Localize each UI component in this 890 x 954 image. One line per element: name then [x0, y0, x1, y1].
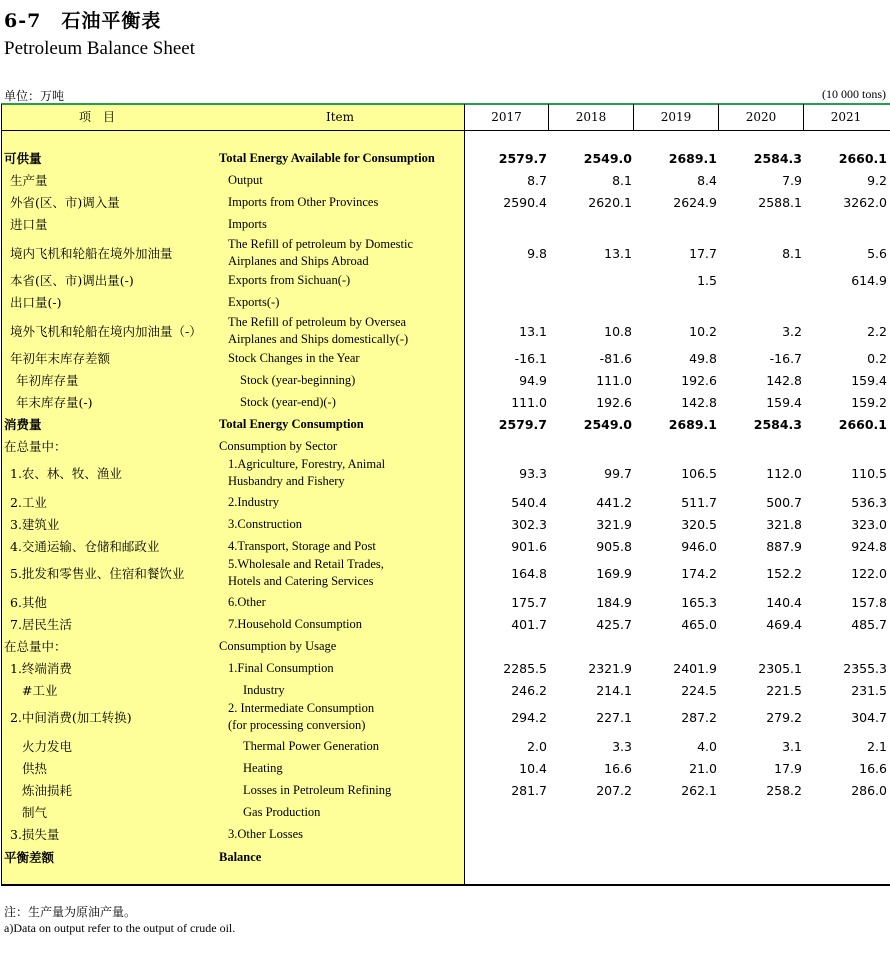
value-cell-2020: 321.8 — [766, 516, 802, 532]
value-cell-2019: 946.0 — [681, 538, 717, 554]
row-label-en: Industry — [243, 682, 285, 697]
value-cell-2018: 10.8 — [604, 323, 632, 339]
value-cell-2018 — [549, 845, 632, 869]
value-cell-2021 — [804, 823, 887, 845]
table-row — [0, 291, 890, 313]
table-row — [0, 435, 890, 457]
value-cell-2019 — [634, 635, 717, 657]
value-cell-2019: 224.5 — [681, 682, 717, 698]
row-label-en: 6.Other — [228, 594, 266, 609]
table-row — [0, 391, 890, 413]
value-cell-2018: 111.0 — [596, 372, 632, 388]
value-cell-2018: 13.1 — [604, 245, 632, 261]
value-cell-2019: 8.4 — [697, 172, 717, 188]
value-cell-2020 — [719, 435, 802, 457]
value-cell-2018: 214.1 — [596, 682, 632, 698]
value-cell-2019 — [634, 823, 717, 845]
row-label-cn: 2.工业 — [10, 495, 47, 510]
row-label-en: The Refill of petroleum by Domestic Airplanes and Ships Abroad — [228, 237, 414, 268]
value-cell-2018: 2549.0 — [583, 416, 632, 432]
row-label-cn: 制气 — [22, 805, 48, 820]
value-cell-2021: 122.0 — [851, 565, 887, 581]
header-year: 2017 — [491, 110, 522, 124]
value-cell-2021 — [804, 213, 887, 235]
value-cell-2021: 159.2 — [851, 394, 887, 410]
value-cell-2019: 10.2 — [689, 323, 717, 339]
value-cell-2020 — [719, 291, 802, 313]
value-cell-2018: 905.8 — [596, 538, 632, 554]
value-cell-2018: 3.3 — [612, 738, 632, 754]
row-label-cn: 生产量 — [10, 173, 48, 188]
row-label-en: Stock (year-end)(-) — [240, 394, 336, 409]
table-row — [0, 513, 890, 535]
value-cell-2017 — [464, 823, 547, 845]
value-cell-2017: 2579.7 — [498, 150, 547, 166]
row-label-en: Imports — [228, 216, 267, 231]
table-row — [0, 269, 890, 291]
row-label-en: Exports from Sichuan(-) — [228, 272, 351, 287]
table-bottom-rule — [1, 884, 890, 886]
row-label-en: Consumption by Usage — [219, 638, 337, 653]
row-label-cn: 年初年末库存差额 — [10, 351, 111, 366]
row-label-cn: 进口量 — [10, 217, 48, 232]
header-year: 2020 — [745, 110, 777, 124]
value-cell-2021 — [804, 845, 887, 869]
value-cell-2020: -16.7 — [769, 350, 802, 366]
row-label-cn: 本省(区、市)调出量(-) — [10, 273, 134, 288]
value-cell-2021: 2660.1 — [838, 150, 887, 166]
row-label-cn: 在总量中： — [4, 639, 67, 654]
value-cell-2017 — [464, 213, 547, 235]
value-cell-2019: 2401.9 — [673, 660, 717, 676]
header-year: 2021 — [830, 110, 862, 124]
value-cell-2018: 321.9 — [596, 516, 632, 532]
row-label-cn: 6.其他 — [10, 595, 47, 610]
row-label-cn: 年初库存量 — [16, 373, 79, 388]
value-cell-2019: 142.8 — [681, 394, 717, 410]
value-cell-2017: 901.6 — [511, 538, 547, 554]
table-header-rule — [1, 130, 890, 131]
value-cell-2017: 302.3 — [511, 516, 547, 532]
row-label-en: Stock Changes in the Year — [228, 350, 360, 365]
value-cell-2017: 2285.5 — [503, 660, 547, 676]
table-row — [0, 735, 890, 757]
title-cn: 6-7 石油平衡表 — [4, 10, 162, 32]
header-item-cn: 项 目 — [78, 110, 115, 124]
value-cell-2020: 8.1 — [782, 245, 802, 261]
value-cell-2019: 2624.9 — [673, 194, 717, 210]
value-cell-2019: 21.0 — [689, 760, 717, 776]
value-cell-2021 — [804, 435, 887, 457]
row-label-cn: 2.中间消费(加工转换) — [10, 710, 132, 725]
value-cell-2017 — [464, 435, 547, 457]
row-label-cn: 可供量 — [4, 151, 42, 166]
value-cell-2021: 323.0 — [851, 516, 887, 532]
table-row — [0, 191, 890, 213]
table-row — [0, 635, 890, 657]
row-label-en: The Refill of petroleum by Oversea Airplanes and Ships domestically(-) — [228, 315, 409, 346]
value-cell-2020: 887.9 — [766, 538, 802, 554]
unit-cn: 单位：万吨 — [4, 89, 65, 103]
row-label-cn: 火力发电 — [22, 739, 73, 754]
value-cell-2018: 184.9 — [596, 594, 632, 610]
value-cell-2020 — [719, 635, 802, 657]
value-cell-2020: 469.4 — [766, 616, 802, 632]
row-label-cn: 4.交通运输、仓储和邮政业 — [10, 539, 160, 554]
value-cell-2018 — [549, 435, 632, 457]
value-cell-2017: -16.1 — [514, 350, 547, 366]
value-cell-2021: 304.7 — [851, 709, 887, 725]
value-cell-2021 — [804, 635, 887, 657]
value-cell-2018: -81.6 — [599, 350, 632, 366]
value-cell-2019: 465.0 — [681, 616, 717, 632]
value-cell-2021: 485.7 — [851, 616, 887, 632]
row-label-en: Exports(-) — [228, 294, 280, 309]
value-cell-2021: 536.3 — [851, 494, 887, 510]
value-cell-2019: 2689.1 — [668, 150, 717, 166]
value-cell-2019 — [634, 801, 717, 823]
value-cell-2019: 165.3 — [681, 594, 717, 610]
value-cell-2018: 227.1 — [596, 709, 632, 725]
value-cell-2020: 2588.1 — [758, 194, 802, 210]
value-cell-2021 — [804, 291, 887, 313]
value-cell-2020: 2305.1 — [758, 660, 802, 676]
row-label-cn: 7.居民生活 — [10, 617, 72, 632]
unit-en: (10 000 tons) — [822, 87, 886, 101]
value-cell-2021: 110.5 — [851, 465, 887, 481]
table-row — [0, 491, 890, 513]
value-cell-2018 — [549, 269, 632, 291]
value-cell-2018 — [549, 291, 632, 313]
value-cell-2021: 9.2 — [867, 172, 887, 188]
row-label-cn: 3.损失量 — [10, 827, 60, 842]
note-en: a)Data on output refer to the output of crude oil. — [4, 921, 236, 935]
value-cell-2017 — [464, 801, 547, 823]
value-cell-2021: 231.5 — [851, 682, 887, 698]
row-label-en: Total Energy Consumption — [219, 416, 364, 431]
value-cell-2020: 7.9 — [782, 172, 802, 188]
row-label-cn: 在总量中： — [4, 439, 67, 454]
row-label-cn: 炼油损耗 — [22, 783, 73, 798]
table-row — [0, 823, 890, 845]
value-cell-2020: 140.4 — [766, 594, 802, 610]
value-cell-2017: 401.7 — [511, 616, 547, 632]
row-label-en: Total Energy Available for Consumption — [219, 150, 435, 165]
value-cell-2021: 924.8 — [851, 538, 887, 554]
value-cell-2019: 192.6 — [681, 372, 717, 388]
row-label-en: 1.Final Consumption — [228, 660, 334, 675]
table-row — [0, 679, 890, 701]
row-label-cn: 1.农、林、牧、渔业 — [10, 466, 122, 481]
value-cell-2020 — [719, 845, 802, 869]
value-cell-2017 — [464, 291, 547, 313]
table-row — [0, 347, 890, 369]
row-label-cn: 供热 — [22, 761, 48, 776]
row-label-cn: 年末库存量(-) — [16, 395, 93, 410]
table-row — [0, 801, 890, 823]
note-cn: 注：生产量为原油产量。 — [4, 905, 137, 919]
row-label-cn: 境外飞机和轮船在境内加油量（-） — [10, 324, 202, 339]
row-label-cn: 平衡差额 — [4, 850, 55, 865]
value-cell-2017 — [464, 269, 547, 291]
value-cell-2017: 164.8 — [511, 565, 547, 581]
row-label-en: Imports from Other Provinces — [228, 194, 379, 209]
value-cell-2017: 175.7 — [511, 594, 547, 610]
header-year: 2019 — [660, 110, 692, 124]
value-cell-2020 — [719, 801, 802, 823]
value-cell-2019 — [634, 213, 717, 235]
row-label-en: Thermal Power Generation — [243, 738, 380, 753]
table-row — [0, 757, 890, 779]
table-row — [0, 535, 890, 557]
table-row — [0, 455, 890, 491]
value-cell-2020: 3.2 — [782, 323, 802, 339]
table-row — [0, 313, 890, 349]
value-cell-2017: 111.0 — [511, 394, 547, 410]
value-cell-2021: 2355.3 — [843, 660, 887, 676]
value-cell-2020: 279.2 — [766, 709, 802, 725]
value-cell-2018: 169.9 — [596, 565, 632, 581]
table-row — [0, 555, 890, 591]
row-label-cn: 1.终端消费 — [10, 661, 72, 676]
row-label-en: Losses in Petroleum Refining — [243, 782, 392, 797]
value-cell-2017: 2590.4 — [503, 194, 547, 210]
value-cell-2018: 425.7 — [596, 616, 632, 632]
value-cell-2018 — [549, 823, 632, 845]
row-label-en: Stock (year-beginning) — [240, 372, 356, 387]
row-label-en: Gas Production — [243, 804, 321, 819]
title-en: Petroleum Balance Sheet — [4, 38, 195, 59]
row-label-cn: 消费量 — [4, 417, 42, 432]
row-label-en: 3.Construction — [228, 516, 302, 531]
value-cell-2017: 13.1 — [519, 323, 547, 339]
row-label-en: 2.Industry — [228, 494, 280, 509]
row-label-en: 3.Other Losses — [228, 826, 303, 841]
value-cell-2018: 2321.9 — [588, 660, 632, 676]
table-row — [0, 369, 890, 391]
table-row — [0, 169, 890, 191]
row-label-en: Balance — [219, 849, 262, 864]
row-label-en: 5.Wholesale and Retail Trades, Hotels and Catering Services — [228, 557, 384, 588]
row-label-en: 4.Transport, Storage and Post — [228, 538, 376, 553]
value-cell-2019: 17.7 — [689, 245, 717, 261]
value-cell-2019: 174.2 — [681, 565, 717, 581]
value-cell-2020: 221.5 — [766, 682, 802, 698]
value-cell-2019: 4.0 — [697, 738, 717, 754]
value-cell-2020: 2584.3 — [753, 150, 802, 166]
row-label-cn: 5.批发和零售业、住宿和餐饮业 — [10, 566, 185, 581]
row-label-en: Output — [228, 172, 263, 187]
table-row — [0, 591, 890, 613]
table-row — [0, 657, 890, 679]
value-cell-2018: 8.1 — [612, 172, 632, 188]
value-cell-2017: 294.2 — [511, 709, 547, 725]
value-cell-2021: 16.6 — [859, 760, 887, 776]
value-cell-2017 — [464, 845, 547, 869]
value-cell-2019: 49.8 — [689, 350, 717, 366]
value-cell-2020: 500.7 — [766, 494, 802, 510]
value-cell-2017 — [464, 635, 547, 657]
value-cell-2017: 2.0 — [527, 738, 547, 754]
table-row — [0, 613, 890, 635]
value-cell-2020 — [719, 269, 802, 291]
row-label-en: 2. Intermediate Consumption (for processing conversion) — [228, 701, 375, 732]
row-label-cn: 出口量(-) — [10, 295, 62, 310]
value-cell-2020: 142.8 — [766, 372, 802, 388]
value-cell-2017: 94.9 — [519, 372, 547, 388]
table-row — [0, 213, 890, 235]
value-cell-2021: 159.4 — [851, 372, 887, 388]
value-cell-2021: 157.8 — [851, 594, 887, 610]
value-cell-2018: 207.2 — [596, 782, 632, 798]
value-cell-2020 — [719, 213, 802, 235]
value-cell-2017: 8.7 — [527, 172, 547, 188]
value-cell-2021: 0.2 — [867, 350, 887, 366]
value-cell-2017: 10.4 — [519, 760, 547, 776]
row-label-en: Consumption by Sector — [219, 438, 338, 453]
value-cell-2019: 2689.1 — [668, 416, 717, 432]
value-cell-2020: 152.2 — [766, 565, 802, 581]
row-label-en: Heating — [243, 760, 283, 775]
value-cell-2021: 286.0 — [851, 782, 887, 798]
value-cell-2018: 2620.1 — [588, 194, 632, 210]
value-cell-2020: 3.1 — [782, 738, 802, 754]
value-cell-2021: 2.1 — [867, 738, 887, 754]
value-cell-2019 — [634, 435, 717, 457]
value-cell-2017: 540.4 — [511, 494, 547, 510]
value-cell-2021: 5.6 — [867, 245, 887, 261]
table-row — [0, 699, 890, 735]
row-label-en: 7.Household Consumption — [228, 616, 363, 631]
value-cell-2018 — [549, 635, 632, 657]
value-cell-2017: 93.3 — [519, 465, 547, 481]
header-item-en: Item — [325, 110, 355, 124]
row-label-cn: #工业 — [22, 683, 58, 698]
value-cell-2019: 287.2 — [681, 709, 717, 725]
value-cell-2018: 192.6 — [596, 394, 632, 410]
table-row — [0, 147, 890, 169]
row-label-cn: 外省(区、市)调入量 — [10, 195, 120, 210]
value-cell-2021: 614.9 — [851, 272, 887, 288]
value-cell-2018 — [549, 213, 632, 235]
value-cell-2019: 106.5 — [681, 465, 717, 481]
header-year: 2018 — [575, 110, 607, 124]
value-cell-2019 — [634, 845, 717, 869]
table-row — [0, 845, 890, 869]
value-cell-2018 — [549, 801, 632, 823]
value-cell-2021: 2660.1 — [838, 416, 887, 432]
row-label-cn: 境内飞机和轮船在境外加油量 — [10, 246, 173, 261]
value-cell-2017: 246.2 — [511, 682, 547, 698]
value-cell-2019: 320.5 — [681, 516, 717, 532]
value-cell-2019 — [634, 291, 717, 313]
table-row — [0, 779, 890, 801]
value-cell-2020: 112.0 — [766, 465, 802, 481]
value-cell-2018: 99.7 — [604, 465, 632, 481]
value-cell-2019: 511.7 — [681, 494, 717, 510]
value-cell-2021: 2.2 — [867, 323, 887, 339]
value-cell-2020: 258.2 — [766, 782, 802, 798]
value-cell-2017: 281.7 — [511, 782, 547, 798]
value-cell-2020: 159.4 — [766, 394, 802, 410]
row-label-en: 1.Agriculture, Forestry, Animal Husbandry and Fishery — [228, 457, 386, 488]
value-cell-2019: 262.1 — [681, 782, 717, 798]
table-row — [0, 235, 890, 271]
value-cell-2017: 9.8 — [527, 245, 547, 261]
value-cell-2019: 1.5 — [697, 272, 717, 288]
table-row — [0, 413, 890, 435]
value-cell-2021: 3262.0 — [843, 194, 887, 210]
value-cell-2017: 2579.7 — [498, 416, 547, 432]
value-cell-2018: 16.6 — [604, 760, 632, 776]
value-cell-2020 — [719, 823, 802, 845]
row-label-cn: 3.建筑业 — [10, 517, 60, 532]
value-cell-2020: 2584.3 — [753, 416, 802, 432]
value-cell-2021 — [804, 801, 887, 823]
value-cell-2020: 17.9 — [774, 760, 802, 776]
value-cell-2018: 2549.0 — [583, 150, 632, 166]
value-cell-2018: 441.2 — [596, 494, 632, 510]
